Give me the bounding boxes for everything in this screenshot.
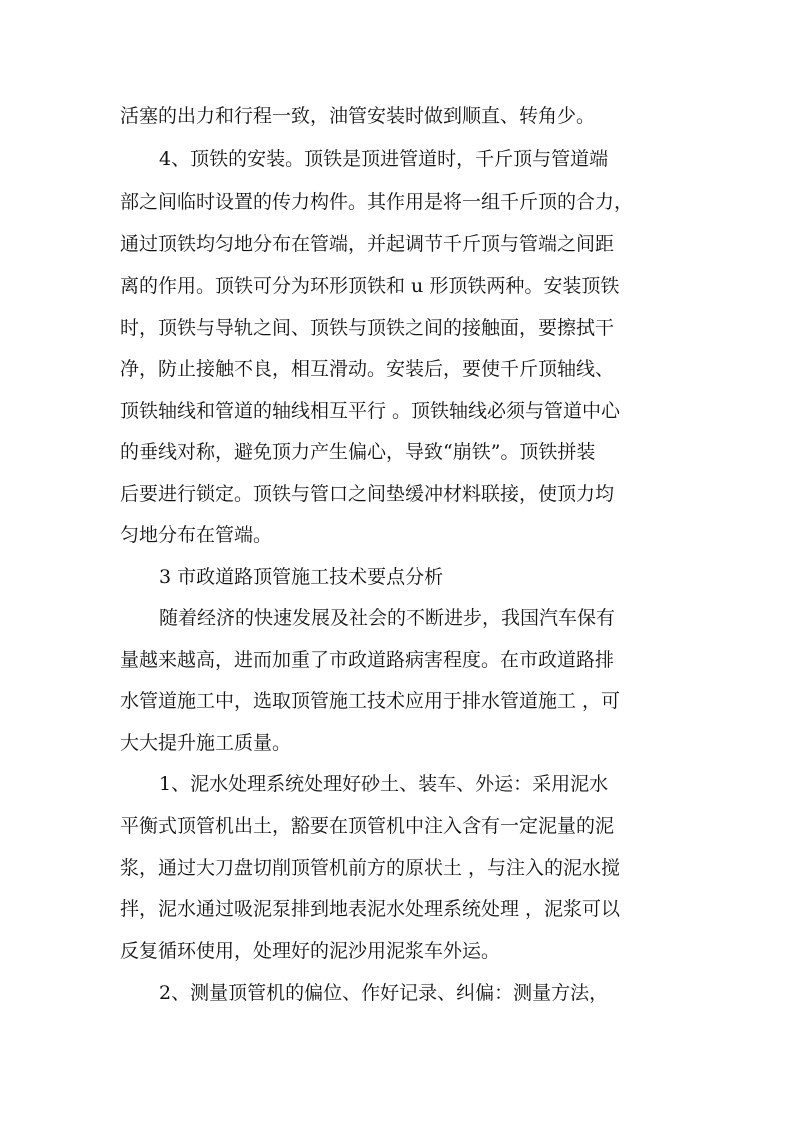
text-line: 离的作用。顶铁可分为环形顶铁和 u 形顶铁两种。安装顶铁 bbox=[120, 275, 620, 297]
text-line: 水管道施工中，选取顶管施工技术应用于排水管道施工 ，可 bbox=[120, 690, 621, 712]
section-heading: 3 市政道路顶管施工技术要点分析 bbox=[159, 566, 444, 588]
text-line: 大大提升施工质量。 bbox=[120, 732, 292, 754]
text-line: 浆，通过大刀盘切削顶管机前方的原状土 ，与注入的泥水搅 bbox=[120, 857, 621, 879]
text-line: 匀地分布在管端。 bbox=[120, 524, 273, 546]
text-line: 部之间临时设置的传力构件。其作用是将一组千斤顶的合力， bbox=[120, 191, 634, 213]
text-line: 净，防止接触不良，相互滑动。安装后，要使千斤顶轴线、 bbox=[120, 358, 615, 380]
text-line: 平衡式顶管机出土，豁要在顶管机中注入含有一定泥量的泥 bbox=[120, 815, 615, 837]
text-line: 拌，泥水通过吸泥泵排到地表泥水处理系统处理 ，泥浆可以 bbox=[120, 898, 621, 920]
text-line: 2、测量顶管机的偏位、作好记录、纠偏：测量方法， bbox=[159, 982, 609, 1004]
text-line: 活塞的出力和行程一致，油管安装时做到顺直、转角少。 bbox=[120, 105, 596, 127]
text-line: 随着经济的快速发展及社会的不断进步，我国汽车保有 bbox=[159, 607, 616, 629]
text-line: 1、泥水处理系统处理好砂土、装车、外运：采用泥水 bbox=[159, 773, 609, 795]
text-line: 的垂线对称，避免顶力产生偏心，导致“崩铁”。顶铁拼装 bbox=[120, 441, 596, 463]
text-line: 通过顶铁均匀地分布在管端，并起调节千斤顶与管端之间距 bbox=[120, 233, 615, 255]
text-line: 4、顶铁的安装。顶铁是顶进管道时，千斤顶与管道端 bbox=[159, 148, 609, 170]
text-line: 顶铁轴线和管道的轴线相互平行 。顶铁轴线必须与管道中心 bbox=[120, 400, 621, 422]
text-line: 时，顶铁与导轨之间、顶铁与顶铁之间的接触面，要擦拭干 bbox=[120, 317, 615, 339]
text-line: 反复循环使用，处理好的泥沙用泥浆车外运。 bbox=[120, 940, 501, 962]
text-line: 量越来越高，进而加重了市政道路病害程度。在市政道路排 bbox=[120, 649, 615, 671]
text-line: 后要进行锁定。顶铁与管口之间垫缓冲材料联接，使顶力均 bbox=[120, 483, 615, 505]
